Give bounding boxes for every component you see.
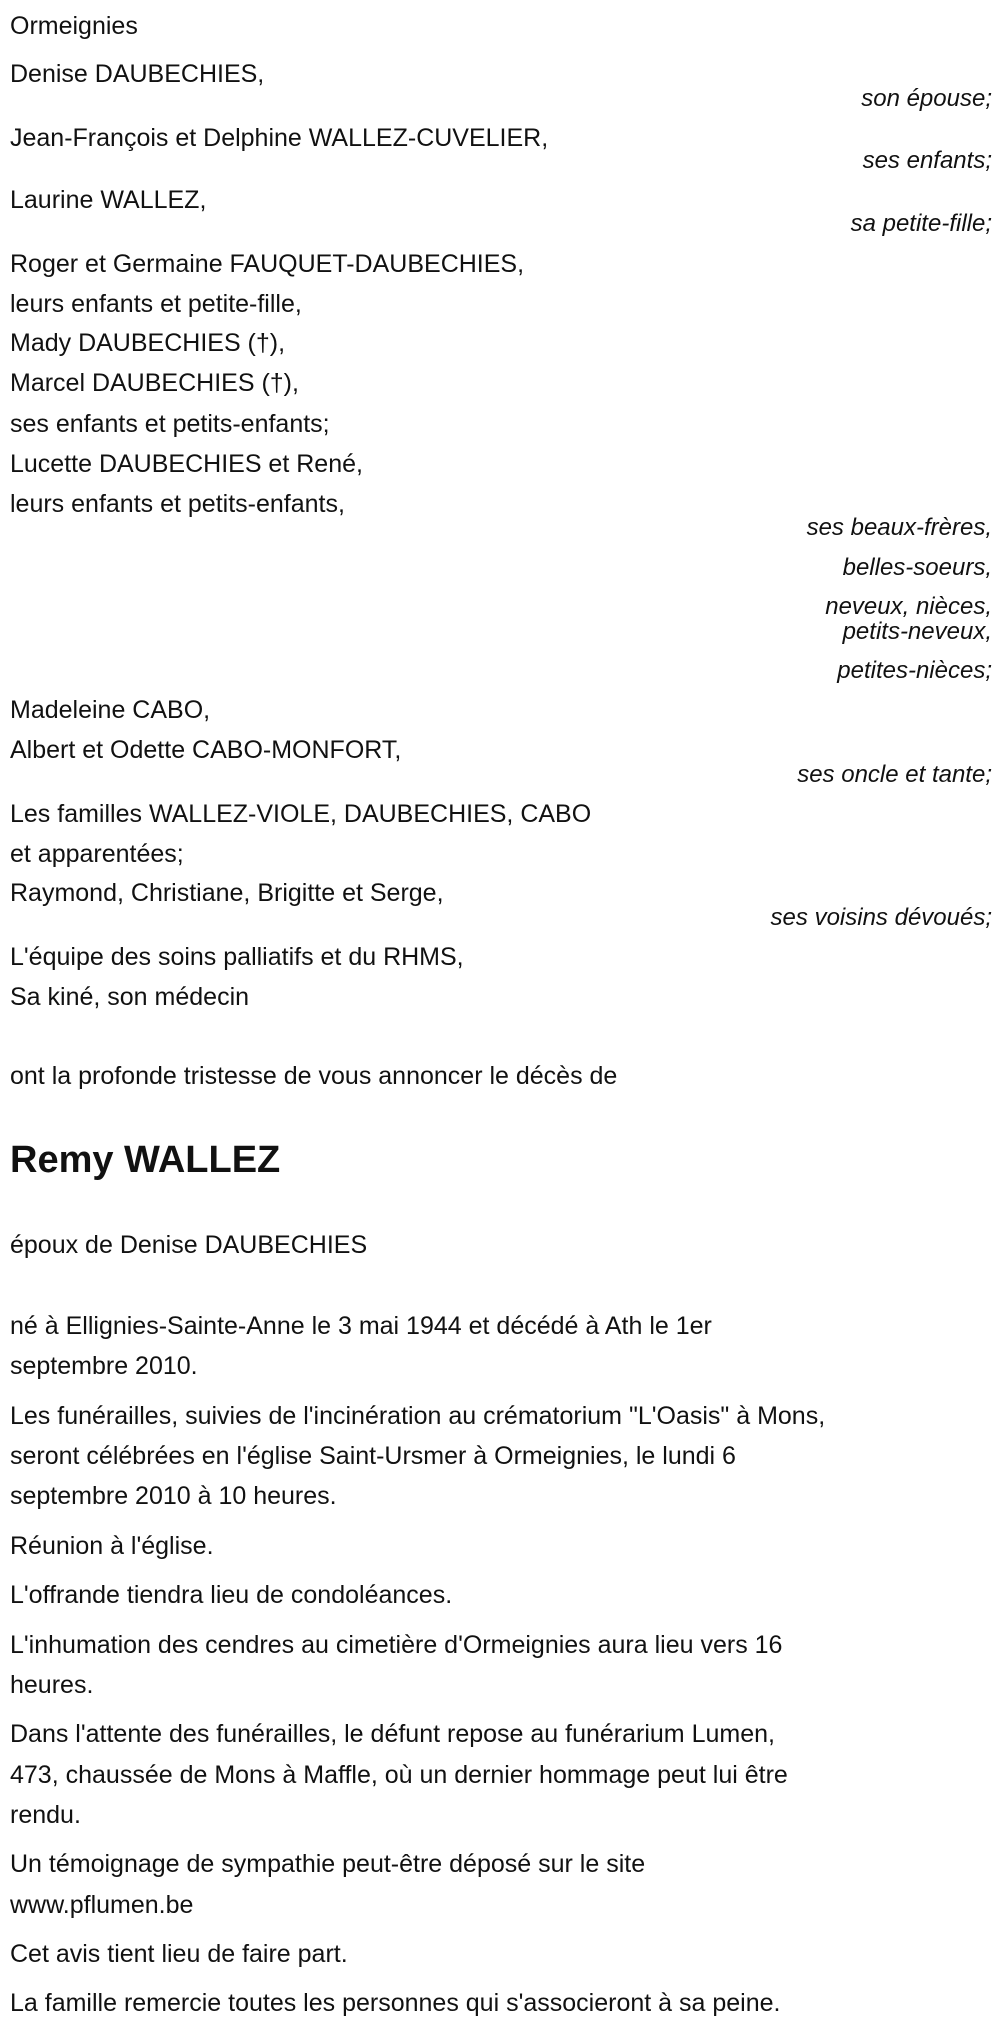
detail-line: seront célébrées en l'église Saint-Ursmer à Ormeignies, le lundi 6 xyxy=(10,1442,736,1470)
family-line: Lucette DAUBECHIES et René, xyxy=(10,450,363,478)
family-line: et apparentées; xyxy=(10,840,184,868)
family-line: Les familles WALLEZ-VIOLE, DAUBECHIES, CABO xyxy=(10,800,592,828)
detail-line: L'inhumation des cendres au cimetière d'Ormeignies aura lieu vers 16 xyxy=(10,1631,783,1659)
announcement: ont la profonde tristesse de vous annoncer le décès de xyxy=(10,1062,618,1090)
family-line: L'équipe des soins palliatifs et du RHMS, xyxy=(10,943,464,971)
detail-line: 473, chaussée de Mons à Maffle, où un dernier hommage peut lui être xyxy=(10,1761,788,1789)
relation-label: ses voisins dévoués; xyxy=(770,904,992,931)
family-line: Mady DAUBECHIES (†), xyxy=(10,329,286,357)
detail-line: Les funérailles, suivies de l'incinération au crématorium "L'Oasis" à Mons, xyxy=(10,1402,826,1430)
family-line: Sa kiné, son médecin xyxy=(10,983,250,1011)
family-line: Denise DAUBECHIES, xyxy=(10,60,265,88)
family-line: Marcel DAUBECHIES (†), xyxy=(10,369,299,397)
detail-line: Réunion à l'église. xyxy=(10,1532,214,1560)
place: Ormeignies xyxy=(10,12,138,40)
relation-label: sa petite-fille; xyxy=(850,210,992,237)
detail-line: septembre 2010. xyxy=(10,1352,198,1380)
relation-label: neveux, nièces, xyxy=(825,593,992,620)
detail-line: Un témoignage de sympathie peut-être déposé sur le site xyxy=(10,1850,646,1878)
spouse-line: époux de Denise DAUBECHIES xyxy=(10,1231,368,1259)
detail-line: heures. xyxy=(10,1671,94,1699)
family-line: Albert et Odette CABO-MONFORT, xyxy=(10,736,402,764)
relation-label: petits-neveux, xyxy=(842,618,992,645)
family-line: ses enfants et petits-enfants; xyxy=(10,410,330,438)
relation-label: son épouse; xyxy=(861,85,992,112)
family-line: Jean-François et Delphine WALLEZ-CUVELIER, xyxy=(10,124,549,152)
detail-line: rendu. xyxy=(10,1801,81,1829)
relation-label: ses enfants; xyxy=(862,147,992,174)
detail-line: La famille remercie toutes les personnes qui s'associeront à sa peine. xyxy=(10,1989,781,2017)
family-line: Laurine WALLEZ, xyxy=(10,186,207,214)
relation-label: ses beaux-frères, xyxy=(806,514,992,541)
relation-label: ses oncle et tante; xyxy=(797,761,992,788)
family-line: Madeleine CABO, xyxy=(10,696,211,724)
detail-line: septembre 2010 à 10 heures. xyxy=(10,1482,337,1510)
detail-line: né à Ellignies-Sainte-Anne le 3 mai 1944 et décédé à Ath le 1er xyxy=(10,1312,712,1340)
deceased-name: Remy WALLEZ xyxy=(10,1139,281,1181)
family-line: Raymond, Christiane, Brigitte et Serge, xyxy=(10,879,444,907)
family-line: leurs enfants et petite-fille, xyxy=(10,290,302,318)
detail-line: Cet avis tient lieu de faire part. xyxy=(10,1940,348,1968)
detail-line: L'offrande tiendra lieu de condoléances. xyxy=(10,1581,453,1609)
relation-label: belles-soeurs, xyxy=(842,554,992,581)
family-line: leurs enfants et petits-enfants, xyxy=(10,490,345,518)
website-link[interactable]: www.pflumen.be xyxy=(10,1891,194,1919)
relation-label: petites-nièces; xyxy=(837,657,992,684)
family-line: Roger et Germaine FAUQUET-DAUBECHIES, xyxy=(10,250,525,278)
detail-line: Dans l'attente des funérailles, le défunt repose au funérarium Lumen, xyxy=(10,1720,775,1748)
